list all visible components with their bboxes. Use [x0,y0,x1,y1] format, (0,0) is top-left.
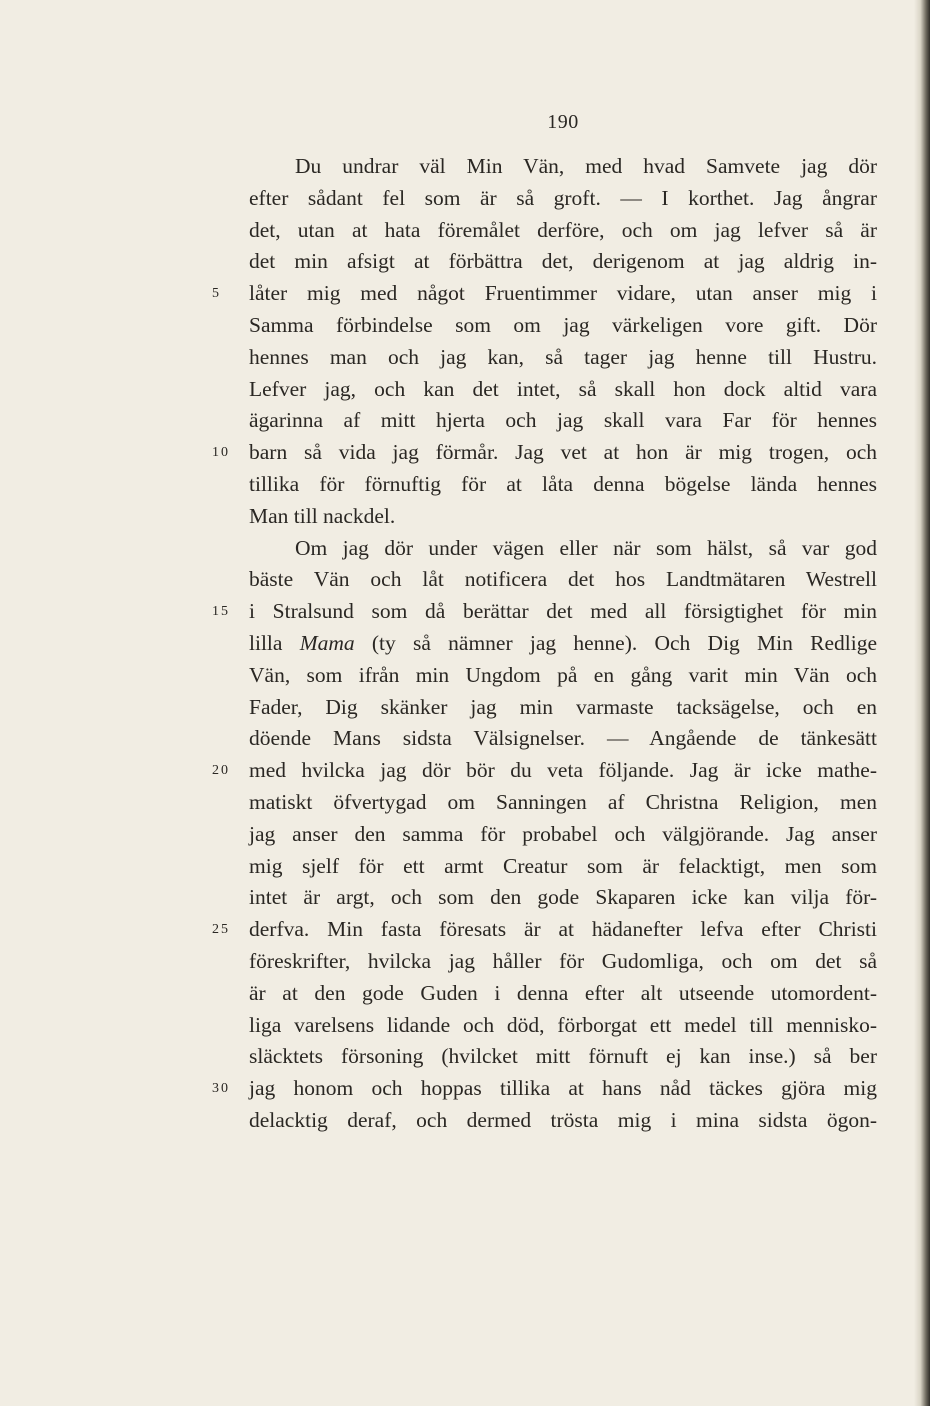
line-text-post: (ty så nämner jag henne). Och Dig Min Redlige [354,630,877,655]
line-text: ägarinna af mitt hjerta och jag skall vara Far för hennes [249,408,877,433]
line-number: 25 [212,922,230,938]
line-number: 30 [212,1081,230,1097]
line-text: Vän, som ifrån min Ungdom på en gång varit min Vän och [249,662,877,687]
text-line [249,342,877,374]
text-line [249,1105,877,1137]
text-line [212,596,877,628]
text-line [249,469,877,501]
text-line [249,723,877,755]
line-number: 20 [212,763,230,779]
text-line [249,310,877,342]
line-text: Du undrar väl Min Vän, med hvad Samvete jag dör [295,154,877,178]
line-text: mig sjelf för ett armt Creatur som är felacktigt, men som [249,853,877,878]
text-line [249,405,877,437]
line-text: liga varelsens lidande och död, förborgat ett medel till mennisko- [249,1012,877,1037]
text-block [212,151,877,1137]
line-text: Fader, Dig skänker jag min varmaste tacksägelse, och en [249,694,877,719]
line-text: med hvilcka jag dör bör du veta följande. Jag är icke mathe- [249,758,877,783]
line-text: jag anser den samma för probabel och välgjörande. Jag anser [249,821,877,846]
line-text: Lefver jag, och kan det intet, så skall hon dock altid vara [249,376,877,401]
line-text: låter mig med något Fruentimmer vidare, utan anser mig i [249,281,877,306]
text-line [212,278,877,310]
line-text: Man till nackdel. [249,503,396,528]
text-line [249,660,877,692]
text-line [249,946,877,978]
line-text: tillika för förnuftig för at låta denna bögelse lända hennes [249,471,877,496]
text-line [249,246,877,278]
page-edge [914,0,930,1406]
line-text-italic: Mama [299,630,355,655]
line-text: är at den gode Guden i denna efter alt utseende utomordent- [249,980,877,1005]
text-line [249,564,877,596]
text-line [249,151,877,183]
line-text: föreskrifter, hvilcka jag håller för Gudomliga, och om det så [249,948,877,973]
line-text: Om jag dör under vägen eller när som hälst, så var god [295,535,877,560]
line-text: matiskt öfvertygad om Sanningen af Christna Religion, men [249,789,877,814]
text-line [249,692,877,724]
line-text: hennes man och jag kan, så tager jag henne till Hustru. [249,344,877,369]
line-text: släcktets försoning (hvilcket mitt förnuft ej kan inse.) så ber [249,1044,877,1069]
text-line [249,628,877,660]
text-line [249,787,877,819]
line-text: bäste Vän och låt notificera det hos Landtmätaren Westrell [249,567,877,592]
line-text: intet är argt, och som den gode Skaparen icke kan vilja för- [249,885,877,910]
text-line [249,1041,877,1073]
text-line [249,533,877,565]
text-line [249,978,877,1010]
line-text: det min afsigt at förbättra det, derigenom at jag aldrig in- [249,249,877,274]
line-text: delacktig deraf, och dermed trösta mig i mina sidsta ögon- [249,1107,877,1132]
text-line [249,215,877,247]
line-text: barn så vida jag förmår. Jag vet at hon är mig trogen, och [249,440,877,465]
text-line [212,755,877,787]
line-number: 10 [212,445,230,461]
text-line [249,819,877,851]
page-number: 190 [547,111,579,133]
text-line [249,374,877,406]
line-text: efter sådant fel som är så groft. — I korthet. Jag ångrar [249,185,877,210]
line-number: 15 [212,604,230,620]
line-text: döende Mans sidsta Välsignelser. — Angående de tänkesätt [249,726,877,751]
line-text: i Stralsund som då berättar det med all försigtighet för min [249,599,877,624]
text-line [212,437,877,469]
line-text: jag honom och hoppas tillika at hans nåd täckes gjöra mig [249,1076,877,1101]
line-text-pre: lilla [249,630,300,655]
text-line [249,851,877,883]
text-line [212,1073,877,1105]
text-line [249,1010,877,1042]
line-text: derfva. Min fasta föresats är at hädanefter lefva efter Christi [249,917,877,942]
line-text: Samma förbindelse som om jag värkeligen vore gift. Dör [249,312,877,337]
text-line [249,183,877,215]
text-line [249,501,877,533]
text-line [212,914,877,946]
text-line [249,882,877,914]
line-number: 5 [212,286,221,302]
line-text: det, utan at hata föremålet derföre, och om jag lefver så är [249,217,877,242]
